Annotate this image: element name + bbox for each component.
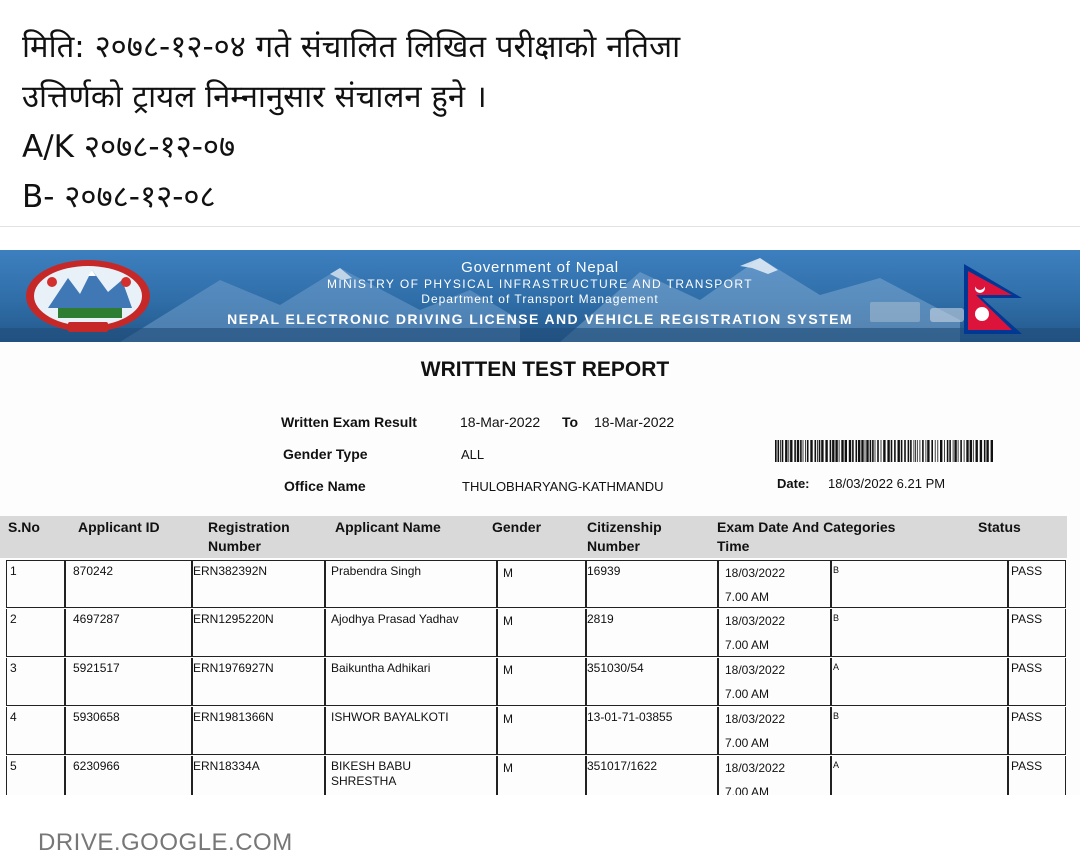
column-divider — [496, 707, 498, 754]
to-date: 18-Mar-2022 — [594, 414, 675, 430]
cell-date: 18/03/2022 — [725, 712, 786, 726]
cell-time: 7.00 AM — [725, 736, 770, 750]
cell-reg: ERN18334A — [193, 759, 260, 773]
cell-reg: ERN1976927N — [193, 661, 274, 675]
cell-id: 6230966 — [73, 759, 120, 773]
col-citizenship — [587, 518, 662, 556]
column-divider — [717, 707, 719, 754]
office-name-value: THULOBHARYANG-KATHMANDU — [462, 479, 664, 494]
cell-name1: ISHWOR BAYALKOTI — [331, 710, 449, 724]
caption-line: मिति: २०७८-१२-०४ गते संचालित लिखित परीक्षाको नतिजा — [22, 29, 681, 65]
column-divider — [64, 609, 66, 656]
gender-type-label: Gender Type — [283, 446, 368, 462]
date-label: Date: — [777, 476, 810, 491]
column-divider — [1007, 609, 1009, 656]
report-title: WRITTEN TEST REPORT — [420, 358, 670, 381]
cell-date: 18/03/2022 — [725, 614, 786, 628]
cell-citizenship: 13-01-71-03855 — [587, 710, 673, 724]
cell-status: PASS — [1011, 710, 1043, 724]
table-row — [6, 609, 1066, 657]
cell-date: 18/03/2022 — [725, 761, 786, 775]
column-divider — [717, 561, 719, 607]
nepal-emblem-icon — [18, 256, 158, 338]
gender-type-value: ALL — [461, 447, 485, 462]
cell-reg: ERN1295220N — [193, 612, 274, 626]
cell-reg: ERN382392N — [193, 564, 268, 578]
cell-category: B — [833, 613, 840, 623]
table-row — [6, 707, 1066, 755]
column-divider — [830, 658, 832, 705]
cell-time: 7.00 AM — [725, 687, 770, 701]
cell-citizenship: 351017/1622 — [587, 759, 658, 773]
cell-citizenship: 351030/54 — [587, 661, 644, 675]
cell-category: A — [833, 760, 840, 770]
col-citizenship-line1: Citizenship — [587, 519, 662, 535]
cell-gender: M — [503, 663, 513, 677]
cell-time: 7.00 AM — [725, 638, 770, 652]
cell-sno: 2 — [10, 612, 17, 626]
column-divider — [830, 561, 832, 607]
cell-citizenship: 2819 — [587, 612, 614, 626]
cell-name1: Ajodhya Prasad Yadhav — [331, 612, 459, 626]
cell-id: 5921517 — [73, 661, 120, 675]
cell-date: 18/03/2022 — [725, 566, 786, 580]
date-value: 18/03/2022 6.21 PM — [828, 476, 946, 491]
cell-status: PASS — [1011, 564, 1043, 578]
divider — [0, 226, 1080, 227]
column-divider — [1007, 707, 1009, 754]
cell-category: B — [833, 711, 840, 721]
cell-gender: M — [503, 712, 513, 726]
column-divider — [1007, 658, 1009, 705]
source-link[interactable]: DRIVE.GOOGLE.COM — [38, 829, 293, 851]
cell-category: B — [833, 565, 840, 575]
header-banner — [0, 250, 1080, 342]
cell-date: 18/03/2022 — [725, 663, 786, 677]
office-name-label: Office Name — [284, 478, 366, 494]
col-exam-date — [717, 518, 895, 556]
cell-name1: Prabendra Singh — [331, 564, 422, 578]
system-title: NEPAL ELECTRONIC DRIVING LICENSE AND VEHICLE REGISTRATION SYSTEM — [227, 311, 853, 327]
cell-time: 7.00 AM — [725, 590, 770, 604]
cell-name1: BIKESH BABU — [331, 759, 412, 773]
cell-sno: 1 — [10, 564, 17, 578]
col-status: Status — [978, 519, 1021, 535]
caption-line: उत्तिर्णको ट्रायल निम्नानुसार संचालन हुने । — [22, 79, 487, 115]
department-title: Department of Transport Management — [421, 292, 659, 306]
column-divider — [324, 609, 326, 656]
col-exam-line1: Exam Date And Categories — [717, 519, 896, 535]
column-divider — [324, 756, 326, 795]
cell-name2: SHRESTHA — [331, 774, 397, 788]
col-registration-line1: Registration — [208, 519, 290, 535]
col-sno: S.No — [8, 519, 40, 535]
cell-id: 5930658 — [73, 710, 120, 724]
column-divider — [830, 707, 832, 754]
col-applicant-name: Applicant Name — [335, 519, 441, 535]
cell-sno: 3 — [10, 661, 17, 675]
table-header — [0, 516, 1067, 558]
post-caption — [22, 22, 1062, 222]
col-applicant-id: Applicant ID — [78, 519, 160, 535]
cell-name1: Baikuntha Adhikari — [331, 661, 431, 675]
cell-id: 4697287 — [73, 612, 120, 626]
ministry-title: MINISTRY OF PHYSICAL INFRASTRUCTURE AND TRANSPORT — [327, 277, 753, 291]
exam-result-label: Written Exam Result — [281, 414, 417, 430]
column-divider — [324, 561, 326, 607]
cell-id: 870242 — [73, 564, 114, 578]
column-divider — [496, 756, 498, 795]
cell-gender: M — [503, 761, 513, 775]
column-divider — [1007, 756, 1009, 795]
column-divider — [717, 756, 719, 795]
column-divider — [324, 658, 326, 705]
caption-line: B- २०७८-१२-०८ — [22, 179, 216, 215]
cell-sno: 4 — [10, 710, 17, 724]
to-label: To — [562, 414, 579, 430]
cell-status: PASS — [1011, 612, 1043, 626]
column-divider — [64, 561, 66, 607]
col-gender: Gender — [492, 519, 542, 535]
column-divider — [830, 609, 832, 656]
column-divider — [64, 658, 66, 705]
from-date: 18-Mar-2022 — [460, 414, 541, 430]
government-title: Government of Nepal — [461, 259, 619, 276]
cell-status: PASS — [1011, 759, 1043, 773]
column-divider — [717, 658, 719, 705]
column-divider — [830, 756, 832, 795]
column-divider — [1007, 561, 1009, 607]
cell-reg: ERN1981366N — [193, 710, 274, 724]
report-image[interactable] — [0, 250, 1080, 795]
cell-time: 7.00 AM — [725, 785, 770, 795]
col-registration-line2: Number — [208, 538, 261, 554]
column-divider — [324, 707, 326, 754]
table-row — [6, 658, 1066, 706]
table-row — [6, 560, 1066, 608]
table-row — [6, 756, 1066, 795]
col-exam-line2: Time — [717, 538, 750, 554]
column-divider — [496, 561, 498, 607]
cell-citizenship: 16939 — [587, 564, 621, 578]
column-divider — [64, 707, 66, 754]
cell-sno: 5 — [10, 759, 17, 773]
cell-gender: M — [503, 614, 513, 628]
nepal-flag-icon — [960, 262, 1030, 338]
caption-line: A/K २०७८-१२-०७ — [22, 129, 236, 165]
barcode-icon — [775, 440, 995, 462]
column-divider — [496, 609, 498, 656]
cell-category: A — [833, 662, 840, 672]
cell-status: PASS — [1011, 661, 1043, 675]
col-citizenship-line2: Number — [587, 538, 640, 554]
column-divider — [717, 609, 719, 656]
cell-gender: M — [503, 566, 513, 580]
col-registration — [208, 518, 290, 556]
column-divider — [64, 756, 66, 795]
column-divider — [496, 658, 498, 705]
